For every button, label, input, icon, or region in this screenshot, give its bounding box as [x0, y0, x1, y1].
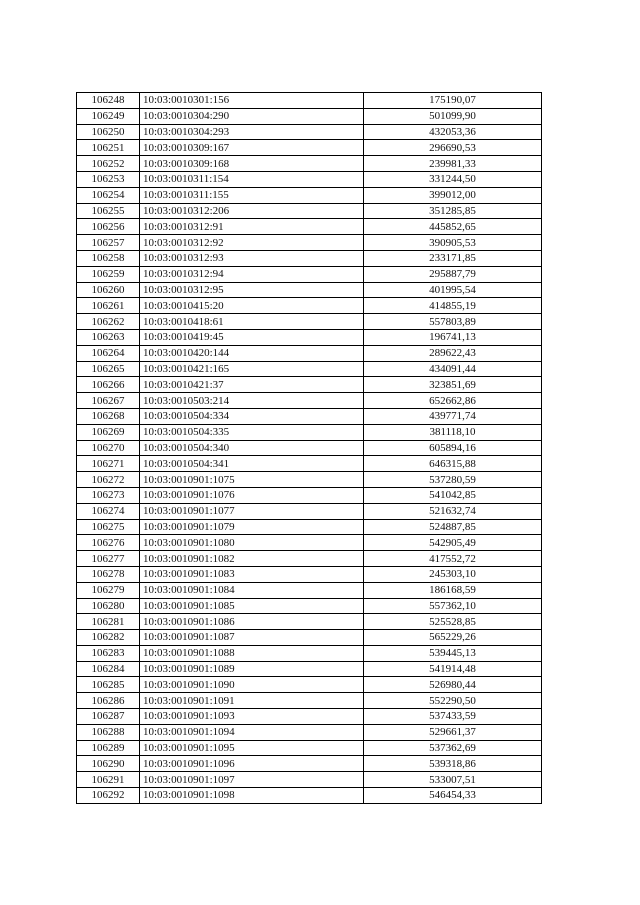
cadastral-number-cell: 10:03:0010901:1097 [140, 772, 364, 788]
cadastral-number-cell: 10:03:0010312:94 [140, 266, 364, 282]
cadastral-number-cell: 10:03:0010503:214 [140, 393, 364, 409]
cadastral-number-cell: 10:03:0010309:168 [140, 156, 364, 172]
cadastral-value-cell: 401995,54 [364, 282, 542, 298]
row-number-cell: 106250 [77, 124, 140, 140]
table-row [77, 250, 542, 266]
row-number-cell: 106290 [77, 756, 140, 772]
row-number-cell: 106268 [77, 408, 140, 424]
table-row [77, 630, 542, 646]
table-row [77, 472, 542, 488]
row-number-cell: 106265 [77, 361, 140, 377]
table-row [77, 677, 542, 693]
cadastral-value-cell: 445852,65 [364, 219, 542, 235]
cadastral-value-cell: 295887,79 [364, 266, 542, 282]
cadastral-value-cell: 539318,86 [364, 756, 542, 772]
table-row [77, 282, 542, 298]
cadastral-value-cell: 233171,85 [364, 250, 542, 266]
row-number-cell: 106259 [77, 266, 140, 282]
cadastral-number-cell: 10:03:0010901:1090 [140, 677, 364, 693]
row-number-cell: 106288 [77, 724, 140, 740]
table-row [77, 582, 542, 598]
cadastral-number-cell: 10:03:0010901:1088 [140, 645, 364, 661]
table-row [77, 345, 542, 361]
cadastral-value-cell: 557803,89 [364, 314, 542, 330]
row-number-cell: 106272 [77, 472, 140, 488]
table-row [77, 535, 542, 551]
cadastral-value-cell: 331244,50 [364, 171, 542, 187]
row-number-cell: 106252 [77, 156, 140, 172]
cadastral-number-cell: 10:03:0010901:1095 [140, 740, 364, 756]
row-number-cell: 106261 [77, 298, 140, 314]
cadastral-value-cell: 434091,44 [364, 361, 542, 377]
cadastral-number-cell: 10:03:0010504:334 [140, 408, 364, 424]
cadastral-number-cell: 10:03:0010901:1098 [140, 788, 364, 804]
table-row [77, 219, 542, 235]
row-number-cell: 106276 [77, 535, 140, 551]
row-number-cell: 106279 [77, 582, 140, 598]
cadastral-number-cell: 10:03:0010901:1096 [140, 756, 364, 772]
cadastral-number-cell: 10:03:0010421:37 [140, 377, 364, 393]
table-row [77, 266, 542, 282]
cadastral-value-cell: 296690,53 [364, 140, 542, 156]
table-row [77, 598, 542, 614]
cadastral-number-cell: 10:03:0010312:95 [140, 282, 364, 298]
cadastral-number-cell: 10:03:0010304:290 [140, 108, 364, 124]
table-row [77, 551, 542, 567]
cadastral-number-cell: 10:03:0010311:154 [140, 171, 364, 187]
row-number-cell: 106273 [77, 487, 140, 503]
table-row [77, 503, 542, 519]
row-number-cell: 106264 [77, 345, 140, 361]
cadastral-value-cell: 605894,16 [364, 440, 542, 456]
cadastral-value-cell: 524887,85 [364, 519, 542, 535]
cadastral-value-cell: 533007,51 [364, 772, 542, 788]
row-number-cell: 106285 [77, 677, 140, 693]
table-row [77, 408, 542, 424]
row-number-cell: 106269 [77, 424, 140, 440]
table-row [77, 566, 542, 582]
table-row [77, 235, 542, 251]
cadastral-number-cell: 10:03:0010420:144 [140, 345, 364, 361]
table-row [77, 519, 542, 535]
cadastral-value-cell: 646315,88 [364, 456, 542, 472]
table-row [77, 772, 542, 788]
cadastral-number-cell: 10:03:0010504:335 [140, 424, 364, 440]
row-number-cell: 106292 [77, 788, 140, 804]
cadastral-number-cell: 10:03:0010504:340 [140, 440, 364, 456]
table-row [77, 756, 542, 772]
cadastral-value-cell: 351285,85 [364, 203, 542, 219]
row-number-cell: 106263 [77, 329, 140, 345]
cadastral-value-cell: 552290,50 [364, 693, 542, 709]
cadastral-number-cell: 10:03:0010304:293 [140, 124, 364, 140]
cadastral-value-cell: 539445,13 [364, 645, 542, 661]
cadastral-value-cell: 175190,07 [364, 93, 542, 109]
row-number-cell: 106257 [77, 235, 140, 251]
cadastral-value-cell: 381118,10 [364, 424, 542, 440]
cadastral-number-cell: 10:03:0010901:1089 [140, 661, 364, 677]
table-row [77, 424, 542, 440]
row-number-cell: 106253 [77, 171, 140, 187]
cadastral-number-cell: 10:03:0010312:92 [140, 235, 364, 251]
cadastral-number-cell: 10:03:0010309:167 [140, 140, 364, 156]
cadastral-number-cell: 10:03:0010901:1087 [140, 630, 364, 646]
row-number-cell: 106270 [77, 440, 140, 456]
cadastral-value-cell: 541914,48 [364, 661, 542, 677]
row-number-cell: 106271 [77, 456, 140, 472]
table-row [77, 140, 542, 156]
table-row [77, 645, 542, 661]
cadastral-value-cell: 239981,33 [364, 156, 542, 172]
row-number-cell: 106260 [77, 282, 140, 298]
cadastral-value-cell: 186168,59 [364, 582, 542, 598]
cadastral-number-cell: 10:03:0010901:1086 [140, 614, 364, 630]
cadastral-number-cell: 10:03:0010901:1093 [140, 709, 364, 725]
row-number-cell: 106251 [77, 140, 140, 156]
row-number-cell: 106248 [77, 93, 140, 109]
cadastral-value-cell: 399012,00 [364, 187, 542, 203]
row-number-cell: 106258 [77, 250, 140, 266]
row-number-cell: 106274 [77, 503, 140, 519]
cadastral-number-cell: 10:03:0010311:155 [140, 187, 364, 203]
table-row [77, 487, 542, 503]
table-body [77, 93, 542, 804]
row-number-cell: 106284 [77, 661, 140, 677]
cadastral-number-cell: 10:03:0010312:93 [140, 250, 364, 266]
cadastral-value-cell: 546454,33 [364, 788, 542, 804]
cadastral-value-cell: 501099,90 [364, 108, 542, 124]
table-row [77, 203, 542, 219]
cadastral-number-cell: 10:03:0010901:1075 [140, 472, 364, 488]
row-number-cell: 106255 [77, 203, 140, 219]
cadastral-number-cell: 10:03:0010901:1084 [140, 582, 364, 598]
table-row [77, 788, 542, 804]
cadastral-number-cell: 10:03:0010901:1082 [140, 551, 364, 567]
cadastral-value-cell: 439771,74 [364, 408, 542, 424]
row-number-cell: 106249 [77, 108, 140, 124]
row-number-cell: 106280 [77, 598, 140, 614]
row-number-cell: 106287 [77, 709, 140, 725]
cadastral-value-cell: 542905,49 [364, 535, 542, 551]
cadastral-number-cell: 10:03:0010901:1080 [140, 535, 364, 551]
cadastral-number-cell: 10:03:0010901:1077 [140, 503, 364, 519]
cadastral-number-cell: 10:03:0010901:1094 [140, 724, 364, 740]
cadastral-number-cell: 10:03:0010421:165 [140, 361, 364, 377]
cadastral-value-cell: 414855,19 [364, 298, 542, 314]
cadastral-value-cell: 557362,10 [364, 598, 542, 614]
table-row [77, 661, 542, 677]
row-number-cell: 106266 [77, 377, 140, 393]
table-row [77, 693, 542, 709]
cadastral-value-cell: 526980,44 [364, 677, 542, 693]
cadastral-value-cell: 390905,53 [364, 235, 542, 251]
cadastral-value-cell: 537362,69 [364, 740, 542, 756]
cadastral-value-cell: 537280,59 [364, 472, 542, 488]
cadastral-value-cell: 529661,37 [364, 724, 542, 740]
table-row [77, 329, 542, 345]
cadastral-number-cell: 10:03:0010901:1076 [140, 487, 364, 503]
cadastral-value-cell: 432053,36 [364, 124, 542, 140]
table-row [77, 724, 542, 740]
cadastral-value-table [76, 92, 542, 804]
cadastral-value-cell: 541042,85 [364, 487, 542, 503]
table-row [77, 298, 542, 314]
cadastral-number-cell: 10:03:0010418:61 [140, 314, 364, 330]
cadastral-number-cell: 10:03:0010419:45 [140, 329, 364, 345]
row-number-cell: 106254 [77, 187, 140, 203]
cadastral-value-cell: 289622,43 [364, 345, 542, 361]
row-number-cell: 106289 [77, 740, 140, 756]
row-number-cell: 106286 [77, 693, 140, 709]
row-number-cell: 106275 [77, 519, 140, 535]
cadastral-value-cell: 521632,74 [364, 503, 542, 519]
row-number-cell: 106283 [77, 645, 140, 661]
cadastral-number-cell: 10:03:0010504:341 [140, 456, 364, 472]
cadastral-value-cell: 323851,69 [364, 377, 542, 393]
row-number-cell: 106256 [77, 219, 140, 235]
table-row [77, 124, 542, 140]
row-number-cell: 106281 [77, 614, 140, 630]
table-row [77, 740, 542, 756]
cadastral-number-cell: 10:03:0010901:1083 [140, 566, 364, 582]
cadastral-value-cell: 537433,59 [364, 709, 542, 725]
cadastral-number-cell: 10:03:0010901:1091 [140, 693, 364, 709]
table-row [77, 709, 542, 725]
cadastral-number-cell: 10:03:0010415:20 [140, 298, 364, 314]
cadastral-value-cell: 417552,72 [364, 551, 542, 567]
cadastral-number-cell: 10:03:0010312:206 [140, 203, 364, 219]
cadastral-number-cell: 10:03:0010901:1085 [140, 598, 364, 614]
cadastral-number-cell: 10:03:0010312:91 [140, 219, 364, 235]
table-row [77, 156, 542, 172]
row-number-cell: 106267 [77, 393, 140, 409]
cadastral-number-cell: 10:03:0010301:156 [140, 93, 364, 109]
row-number-cell: 106262 [77, 314, 140, 330]
row-number-cell: 106278 [77, 566, 140, 582]
cadastral-value-cell: 565229,26 [364, 630, 542, 646]
cadastral-value-cell: 652662,86 [364, 393, 542, 409]
cadastral-value-cell: 196741,13 [364, 329, 542, 345]
table-row [77, 614, 542, 630]
row-number-cell: 106291 [77, 772, 140, 788]
table-row [77, 108, 542, 124]
table-row [77, 187, 542, 203]
row-number-cell: 106277 [77, 551, 140, 567]
table-row [77, 377, 542, 393]
cadastral-value-cell: 525528,85 [364, 614, 542, 630]
table-row [77, 171, 542, 187]
table-row [77, 456, 542, 472]
table-row [77, 393, 542, 409]
table-row [77, 93, 542, 109]
cadastral-value-cell: 245303,10 [364, 566, 542, 582]
row-number-cell: 106282 [77, 630, 140, 646]
cadastral-number-cell: 10:03:0010901:1079 [140, 519, 364, 535]
table-row [77, 361, 542, 377]
table-row [77, 440, 542, 456]
table-row [77, 314, 542, 330]
